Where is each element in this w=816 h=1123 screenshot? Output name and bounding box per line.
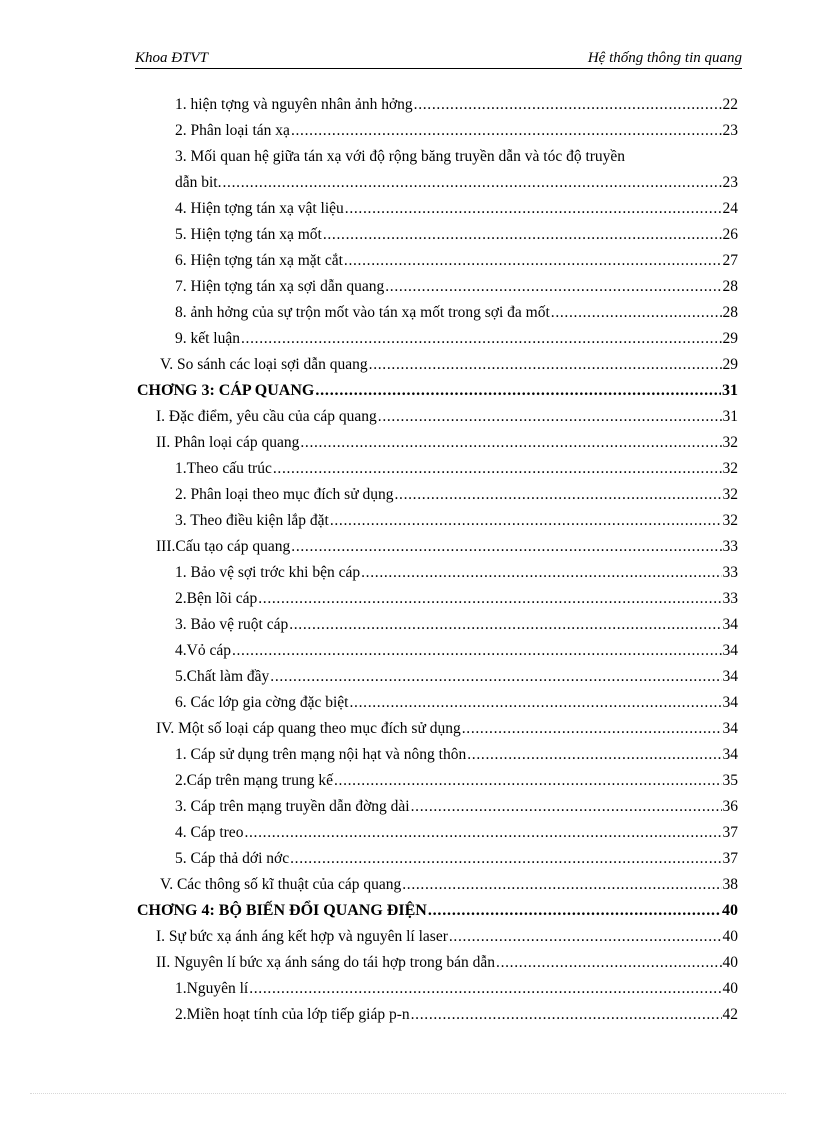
toc-page: 32 (722, 486, 738, 503)
toc-page: 24 (722, 200, 738, 217)
toc-leader (270, 668, 721, 686)
toc-title: 6. Các lớp gia cờng đặc biệt (175, 694, 349, 711)
toc-entry (160, 876, 738, 894)
toc-leader (414, 96, 722, 114)
toc-entry (175, 304, 738, 322)
header-rule (135, 68, 742, 69)
page-header (135, 50, 742, 70)
toc-page: 23 (722, 122, 738, 139)
toc-title: 5. Hiện tợng tán xạ mốt (175, 226, 322, 243)
toc-title: dẫn bit. (175, 174, 222, 191)
toc-title: V. Các thông số kĩ thuật của cáp quang (160, 876, 402, 893)
toc-page: 22 (722, 96, 738, 113)
toc-page: 37 (722, 850, 738, 867)
toc-page: 34 (722, 694, 738, 711)
toc-entry (175, 798, 738, 816)
toc-entry (175, 278, 738, 296)
toc-title: 4.Vỏ cáp (175, 642, 231, 659)
toc-title: I. Sự bức xạ ánh áng kết hợp và nguyên lí laser (156, 928, 448, 945)
toc-page: 23 (722, 174, 738, 191)
toc-leader (315, 382, 721, 400)
toc-title: II. Nguyên lí bức xạ ánh sáng do tái hợp trong bán dẫn (156, 954, 496, 971)
toc-title: 1. hiện tợng và nguyên nhân ảnh hởng (175, 96, 413, 113)
toc-leader (291, 122, 722, 140)
toc-leader (428, 902, 721, 920)
toc-page: 28 (722, 304, 738, 321)
toc-title: CHƠNG 4: BỘ BIẾN ĐỔI QUANG ĐIỆN (137, 902, 427, 919)
toc-entry (175, 122, 738, 140)
toc-leader (223, 174, 722, 192)
toc-title: CHƠNG 3: CÁP QUANG (137, 382, 315, 399)
toc-leader (290, 850, 721, 868)
toc-chapter-entry (137, 382, 738, 400)
toc-entry (175, 772, 738, 790)
toc-leader (467, 746, 721, 764)
toc-entry (175, 512, 738, 530)
toc-page: 42 (722, 1006, 738, 1023)
toc-leader (462, 720, 722, 738)
toc-entry (160, 356, 738, 374)
toc-page: 29 (722, 356, 738, 373)
toc-entry (175, 174, 738, 192)
toc-entry (175, 460, 738, 478)
toc-leader (369, 356, 722, 374)
toc-leader (232, 642, 722, 660)
toc-leader (449, 928, 722, 946)
header-document-title: Hệ thống thông tin quang (587, 50, 742, 66)
toc-page: 28 (722, 278, 738, 295)
toc-title: V. So sánh các loại sợi dẫn quang (160, 356, 368, 373)
toc-page: 34 (722, 616, 738, 633)
header-department: Khoa ĐTVT (135, 50, 208, 66)
toc-entry (175, 564, 738, 582)
toc-page: 33 (722, 538, 738, 555)
toc-leader (378, 408, 722, 426)
toc-entry (156, 538, 738, 556)
toc-page: 36 (722, 798, 738, 815)
toc-entry (175, 486, 738, 504)
toc-entry (175, 252, 738, 270)
toc-title: 9. kết luận (175, 330, 240, 347)
toc-leader (345, 200, 722, 218)
toc-leader (551, 304, 722, 322)
toc-leader (291, 538, 721, 556)
toc-page: 33 (722, 590, 738, 607)
toc-entry (175, 694, 738, 712)
toc-title: 8. ảnh hởng của sự trộn mốt vào tán xạ mốt trong sợi đa mốt (175, 304, 550, 321)
toc-page: 29 (722, 330, 738, 347)
toc-leader (385, 278, 721, 296)
toc-leader (258, 590, 721, 608)
toc-page: 40 (722, 928, 738, 945)
toc-page: 35 (722, 772, 738, 789)
toc-title: 2. Phân loại theo mục đích sử dụng (175, 486, 394, 503)
toc-entry (156, 928, 738, 946)
toc-entry (175, 642, 738, 660)
toc-leader (249, 980, 721, 998)
toc-page: 31 (722, 408, 738, 425)
footer-rule (30, 1093, 786, 1094)
toc-entry (175, 668, 738, 686)
toc-entry (175, 980, 738, 998)
toc-title-first-line: 3. Mối quan hệ giữa tán xạ với độ rộng băng truyền dẫn và tóc độ truyền (175, 148, 626, 165)
toc-title: 1. Cáp sử dụng trên mạng nội hạt và nông thôn (175, 746, 467, 763)
toc-leader (289, 616, 721, 634)
toc-leader (394, 486, 721, 504)
toc-page: 40 (722, 902, 738, 919)
toc-page: 34 (722, 720, 738, 737)
toc-title: 1.Nguyên lí (175, 980, 249, 997)
toc-title: 2.Miền hoạt tính của lớp tiếp giáp p-n (175, 1006, 410, 1023)
toc-title: IV. Một số loại cáp quang theo mục đích sử dụng (156, 720, 461, 737)
toc-entry (175, 590, 738, 608)
toc-title: III.Cấu tạo cáp quang (156, 538, 291, 555)
toc-page: 33 (722, 564, 738, 581)
toc-entry (175, 616, 738, 634)
toc-entry (175, 330, 738, 348)
toc-leader (241, 330, 722, 348)
toc-entry (175, 746, 738, 764)
toc-page: 26 (722, 226, 738, 243)
toc-leader (402, 876, 721, 894)
toc-title: 2.Bện lõi cáp (175, 590, 258, 607)
toc-entry (156, 434, 738, 452)
toc-title: 2. Phân loại tán xạ (175, 122, 290, 139)
toc-title: 3. Bảo vệ ruột cáp (175, 616, 289, 633)
toc-leader (244, 824, 721, 842)
toc-page: 40 (722, 980, 738, 997)
toc-page: 31 (722, 382, 738, 399)
toc-entry (156, 954, 738, 972)
toc-title: 4. Cáp treo (175, 824, 244, 841)
toc-page: 32 (722, 512, 738, 529)
toc-entry (156, 408, 738, 426)
toc-leader (330, 512, 722, 530)
toc-entry (175, 96, 738, 114)
toc-title: 6. Hiện tợng tán xạ mặt cắt (175, 252, 343, 269)
toc-page: 40 (722, 954, 738, 971)
toc-page: 27 (722, 252, 738, 269)
toc-page: 34 (722, 668, 738, 685)
toc-leader (334, 772, 722, 790)
toc-title: I. Đặc điểm, yêu cầu của cáp quang (156, 408, 377, 425)
toc-title: 5.Chất làm đầy (175, 668, 270, 685)
toc-entry (175, 1006, 738, 1024)
toc-entry (175, 200, 738, 218)
toc-leader (411, 1006, 722, 1024)
toc-page: 38 (722, 876, 738, 893)
toc-page: 34 (722, 642, 738, 659)
toc-title: 1. Bảo vệ sợi trớc khi bện cáp (175, 564, 361, 581)
toc-page: 32 (722, 460, 738, 477)
toc-entry (156, 720, 738, 738)
toc-title: 4. Hiện tợng tán xạ vật liệu (175, 200, 344, 217)
toc-title: 5. Cáp thả dới nớc (175, 850, 290, 867)
toc-leader (411, 798, 722, 816)
toc-leader (361, 564, 721, 582)
toc-title: 2.Cáp trên mạng trung kế (175, 772, 333, 789)
toc-leader (350, 694, 722, 712)
toc-leader (323, 226, 722, 244)
toc-title: 7. Hiện tợng tán xạ sợi dẫn quang (175, 278, 385, 295)
toc-leader (344, 252, 722, 270)
toc-title: 3. Theo điều kiện lắp đặt (175, 512, 329, 529)
toc-entry (175, 226, 738, 244)
toc-title: II. Phân loại cáp quang (156, 434, 300, 451)
toc-title: 3. Cáp trên mạng truyền dẫn đờng dài (175, 798, 410, 815)
toc-page: 34 (722, 746, 738, 763)
toc-title: 1.Theo cấu trúc (175, 460, 272, 477)
toc-page: 37 (722, 824, 738, 841)
toc-leader (496, 954, 721, 972)
toc-leader (273, 460, 722, 478)
toc-chapter-entry (137, 902, 738, 920)
toc-entry (175, 824, 738, 842)
toc-leader (300, 434, 721, 452)
toc-entry (175, 850, 738, 868)
toc-page: 32 (722, 434, 738, 451)
